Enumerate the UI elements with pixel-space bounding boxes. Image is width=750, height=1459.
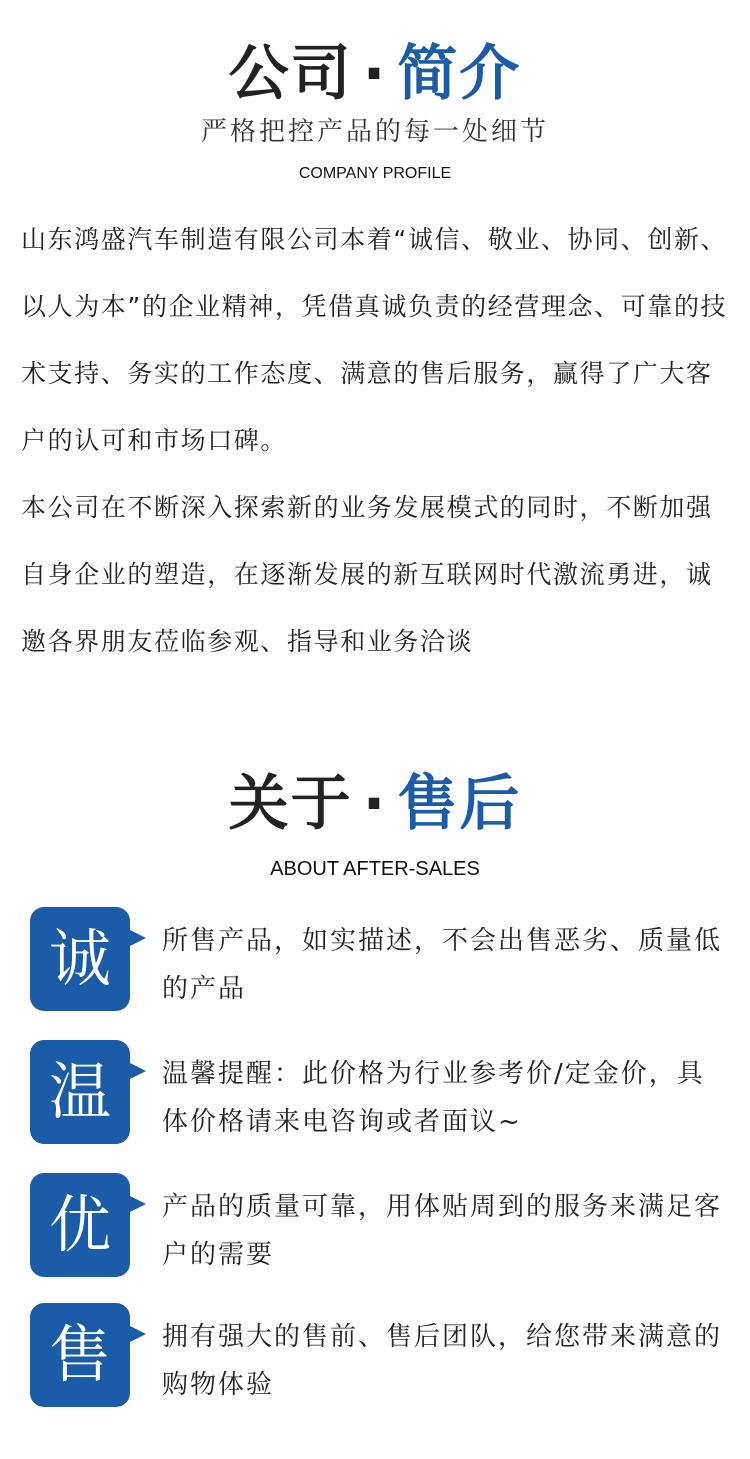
badge-service: 售 bbox=[30, 1303, 130, 1407]
title-separator-dot: · bbox=[362, 39, 388, 109]
profile-paragraph-1: 山东鸿盛汽车制造有限公司本着“诚信、敬业、协同、创新、以人为本”的企业精神，凭借真诚负责的经营理念、可靠的技术支持、务实的工作态度、满意的售后服务，赢得了广大客户的认可和市场口碑。 bbox=[21, 225, 728, 455]
title-separator-dot: · bbox=[362, 769, 388, 839]
badge-honesty: 诚 bbox=[30, 907, 130, 1011]
after-sales-item-honesty bbox=[30, 907, 730, 1017]
profile-subtitle: 严格把控产品的每一处细节 bbox=[200, 117, 549, 147]
after-sales-item-reminder bbox=[30, 1040, 730, 1150]
after-sales-title-main: 关于 bbox=[228, 769, 353, 839]
after-sales-title-accent: 售后 bbox=[397, 769, 522, 839]
after-sales-item-text: 拥有强大的售前、售后团队，给您带来满意的购物体验 bbox=[162, 1322, 723, 1400]
after-sales-item-text: 所售产品，如实描述，不会出售恶劣、质量低的产品 bbox=[162, 926, 723, 1004]
badge-quality: 优 bbox=[30, 1173, 130, 1277]
after-sales-english-subtitle: ABOUT AFTER-SALES bbox=[270, 858, 480, 880]
after-sales-title bbox=[0, 768, 750, 840]
profile-title-main: 公司 bbox=[228, 39, 353, 109]
after-sales-item-quality bbox=[30, 1173, 730, 1283]
profile-title bbox=[0, 38, 750, 110]
profile-english-subtitle: COMPANY PROFILE bbox=[298, 165, 452, 182]
after-sales-item-service bbox=[30, 1303, 730, 1413]
profile-title-accent: 简介 bbox=[397, 39, 522, 109]
badge-reminder: 温 bbox=[30, 1040, 130, 1144]
after-sales-item-text: 产品的质量可靠，用体贴周到的服务来满足客户的需要 bbox=[162, 1192, 723, 1270]
profile-paragraph-2: 本公司在不断深入探索新的业务发展模式的同时，不断加强自身企业的塑造，在逐渐发展的新互联网时代激流勇进，诚邀各界朋友莅临参观、指导和业务洽谈 bbox=[21, 493, 713, 656]
after-sales-item-text: 温馨提醒：此价格为行业参考价/定金价，具体价格请来电咨询或者面议~ bbox=[162, 1059, 705, 1137]
